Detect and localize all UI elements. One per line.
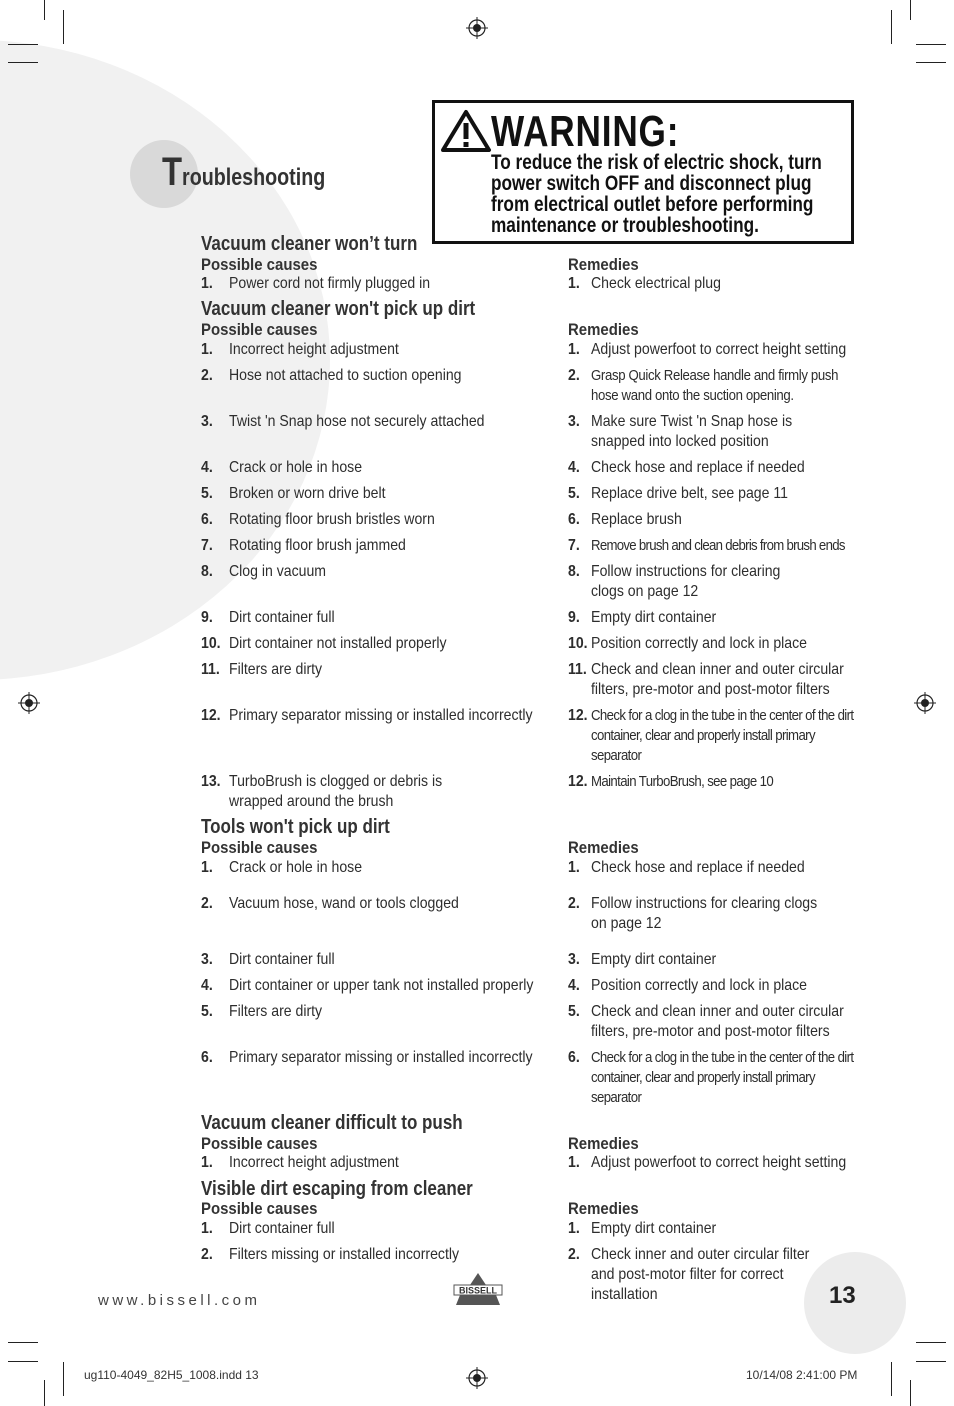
item-number: 11. (568, 661, 587, 678)
item-number: 3. (201, 413, 213, 430)
item-text: Dirt container full (229, 1220, 335, 1237)
item-number: 8. (201, 563, 213, 580)
warning-line: from electrical outlet before performing (491, 193, 814, 216)
registration-mark-icon (18, 692, 40, 714)
item-text: Filters are dirty (229, 661, 323, 678)
item-number: 9. (201, 609, 213, 626)
crop-mark (891, 10, 892, 44)
item-number: 6. (568, 511, 580, 528)
item-text: Primary separator missing or installed incorrectly (229, 1049, 533, 1066)
item-text: Broken or worn drive belt (229, 485, 386, 502)
item-text: Adjust powerfoot to correct height setting (591, 341, 847, 358)
background-arc (0, 40, 330, 680)
item-text: Adjust powerfoot to correct height setting (591, 1154, 847, 1171)
section-title: Tools won't pick up dirt (201, 816, 390, 838)
crop-mark (891, 1362, 892, 1396)
crop-mark (916, 1361, 946, 1362)
item-number: 4. (568, 977, 580, 994)
slug-filename: ug110-4049_82H5_1008.indd 13 (84, 1368, 259, 1382)
item-number: 1. (568, 859, 580, 876)
crop-mark (44, 1380, 45, 1406)
remedies-heading: Remedies (568, 255, 639, 274)
item-number: 7. (201, 537, 213, 554)
item-number: 5. (201, 1003, 213, 1020)
item-text: Rotating floor brush bristles worn (229, 511, 435, 528)
item-number: 12. (568, 773, 588, 790)
registration-mark-icon (466, 17, 488, 39)
crop-mark (910, 0, 911, 20)
title-rest: roubleshooting (182, 164, 326, 191)
remedies-heading: Remedies (568, 1134, 639, 1153)
page-number: 13 (829, 1282, 856, 1309)
registration-mark-icon (914, 692, 936, 714)
website-url: www.bissell.com (98, 1292, 261, 1309)
item-text: Empty dirt container (591, 951, 717, 968)
item-number: 2. (568, 895, 580, 912)
item-text: Dirt container not installed properly (229, 635, 447, 652)
crop-mark (63, 10, 64, 44)
item-text: Check hose and replace if needed (591, 459, 805, 476)
crop-mark (910, 1380, 911, 1406)
item-number: 1. (201, 1154, 213, 1171)
svg-text:BISSELL: BISSELL (458, 1285, 498, 1296)
item-number: 13. (201, 773, 221, 790)
item-text: Make sure Twist 'n Snap hose is snapped into locked position (591, 413, 793, 450)
item-number: 2. (568, 1246, 580, 1263)
item-number: 3. (568, 951, 580, 968)
item-number: 2. (568, 367, 580, 384)
item-text: Check for a clog in the tube in the center of the dirt container, clear and properly install primary separator (591, 1049, 854, 1106)
section-title: Vacuum cleaner won’t turn (201, 233, 418, 255)
warning-text (491, 152, 844, 236)
slug-timestamp: 10/14/08 2:41:00 PM (746, 1368, 858, 1382)
item-text: Check for a clog in the tube in the center of the dirt container, clear and properly install primary separator (591, 707, 854, 764)
remedies-heading: Remedies (568, 1199, 639, 1218)
item-number: 6. (568, 1049, 580, 1066)
item-text: Follow instructions for clearing clogs on page 12 (591, 895, 818, 932)
item-number: 6. (201, 511, 213, 528)
item-number: 5. (568, 1003, 580, 1020)
causes-heading: Possible causes (201, 1199, 318, 1218)
causes-heading: Possible causes (201, 320, 318, 339)
item-text: Filters are dirty (229, 1003, 323, 1020)
crop-mark (8, 44, 38, 45)
item-text: Follow instructions for clearing clogs on page 12 (591, 563, 781, 600)
item-text: Check and clean inner and outer circular filters, pre-motor and post-motor filters (591, 661, 844, 698)
item-text: Maintain TurboBrush, see page 10 (591, 773, 774, 790)
item-number: 11. (201, 661, 220, 678)
item-number: 5. (568, 485, 580, 502)
item-text: Empty dirt container (591, 609, 717, 626)
crop-mark (916, 62, 946, 63)
crop-mark (8, 1342, 38, 1343)
crop-mark (8, 1361, 38, 1362)
item-number: 1. (201, 1220, 213, 1237)
item-text: Check hose and replace if needed (591, 859, 805, 876)
item-text: Dirt container or upper tank not installed properly (229, 977, 534, 994)
item-text: Incorrect height adjustment (229, 1154, 399, 1171)
item-number: 2. (201, 1246, 213, 1263)
item-text: Remove brush and clean debris from brush ends (591, 537, 845, 554)
warning-heading: WARNING: (491, 107, 680, 156)
item-number: 4. (201, 977, 213, 994)
warning-line: power switch OFF and disconnect plug (491, 172, 812, 195)
item-text: Power cord not firmly plugged in (229, 275, 431, 292)
causes-heading: Possible causes (201, 1134, 318, 1153)
remedies-heading: Remedies (568, 320, 639, 339)
item-text: Incorrect height adjustment (229, 341, 399, 358)
item-number: 2. (201, 895, 213, 912)
item-number: 6. (201, 1049, 213, 1066)
warning-line: To reduce the risk of electric shock, turn (491, 151, 822, 174)
warning-box (432, 100, 854, 244)
item-number: 5. (201, 485, 213, 502)
item-number: 1. (201, 859, 213, 876)
item-text: Empty dirt container (591, 1220, 717, 1237)
item-text: Position correctly and lock in place (591, 635, 807, 652)
item-number: 3. (201, 951, 213, 968)
bissell-logo (452, 1271, 504, 1307)
title-initial: T (162, 150, 183, 194)
item-number: 9. (568, 609, 580, 626)
item-text: TurboBrush is clogged or debris is wrapped around the brush (229, 773, 443, 810)
item-text: Filters missing or installed incorrectly (229, 1246, 460, 1263)
item-text: Crack or hole in hose (229, 859, 363, 876)
item-text: Crack or hole in hose (229, 459, 363, 476)
warning-line: maintenance or troubleshooting. (491, 214, 759, 237)
item-number: 4. (201, 459, 213, 476)
item-text: Replace brush (591, 511, 682, 528)
item-text: Position correctly and lock in place (591, 977, 807, 994)
item-number: 12. (568, 707, 588, 724)
item-number: 1. (201, 275, 213, 292)
item-text: Check inner and outer circular filter and post-motor filter for correct installation (591, 1246, 810, 1303)
item-text: Primary separator missing or installed incorrectly (229, 707, 533, 724)
item-text: Check and clean inner and outer circular filters, pre-motor and post-motor filters (591, 1003, 844, 1040)
item-number: 7. (568, 537, 580, 554)
item-text: Dirt container full (229, 951, 335, 968)
remedies-heading: Remedies (568, 838, 639, 857)
section-title: Vacuum cleaner difficult to push (201, 1112, 463, 1134)
item-text: Hose not attached to suction opening (229, 367, 462, 384)
crop-mark (8, 62, 38, 63)
item-number: 1. (568, 1220, 580, 1237)
item-number: 8. (568, 563, 580, 580)
warning-triangle-icon (440, 109, 492, 153)
crop-mark (916, 1342, 946, 1343)
item-text: Replace drive belt, see page 11 (591, 485, 788, 502)
item-number: 2. (201, 367, 213, 384)
crop-mark (916, 44, 946, 45)
item-number: 12. (201, 707, 221, 724)
crop-mark (63, 1362, 64, 1396)
item-number: 1. (568, 341, 580, 358)
item-text: Clog in vacuum (229, 563, 327, 580)
page-title (162, 150, 325, 195)
item-text: Check electrical plug (591, 275, 721, 292)
item-number: 3. (568, 413, 580, 430)
item-number: 1. (568, 275, 580, 292)
item-text: Grasp Quick Release handle and firmly push hose wand onto the suction opening. (591, 367, 839, 404)
item-text: Dirt container full (229, 609, 335, 626)
section-title: Vacuum cleaner won't pick up dirt (201, 298, 476, 320)
section-title: Visible dirt escaping from cleaner (201, 1178, 473, 1200)
item-number: 10. (201, 635, 221, 652)
item-text: Vacuum hose, wand or tools clogged (229, 895, 459, 912)
item-number: 10. (568, 635, 588, 652)
item-text: Rotating floor brush jammed (229, 537, 406, 554)
item-number: 4. (568, 459, 580, 476)
causes-heading: Possible causes (201, 255, 318, 274)
crop-mark (44, 0, 45, 20)
registration-mark-icon (466, 1367, 488, 1389)
causes-heading: Possible causes (201, 838, 318, 857)
item-number: 1. (568, 1154, 580, 1171)
item-number: 1. (201, 341, 213, 358)
item-text: Twist 'n Snap hose not securely attached (229, 413, 485, 430)
